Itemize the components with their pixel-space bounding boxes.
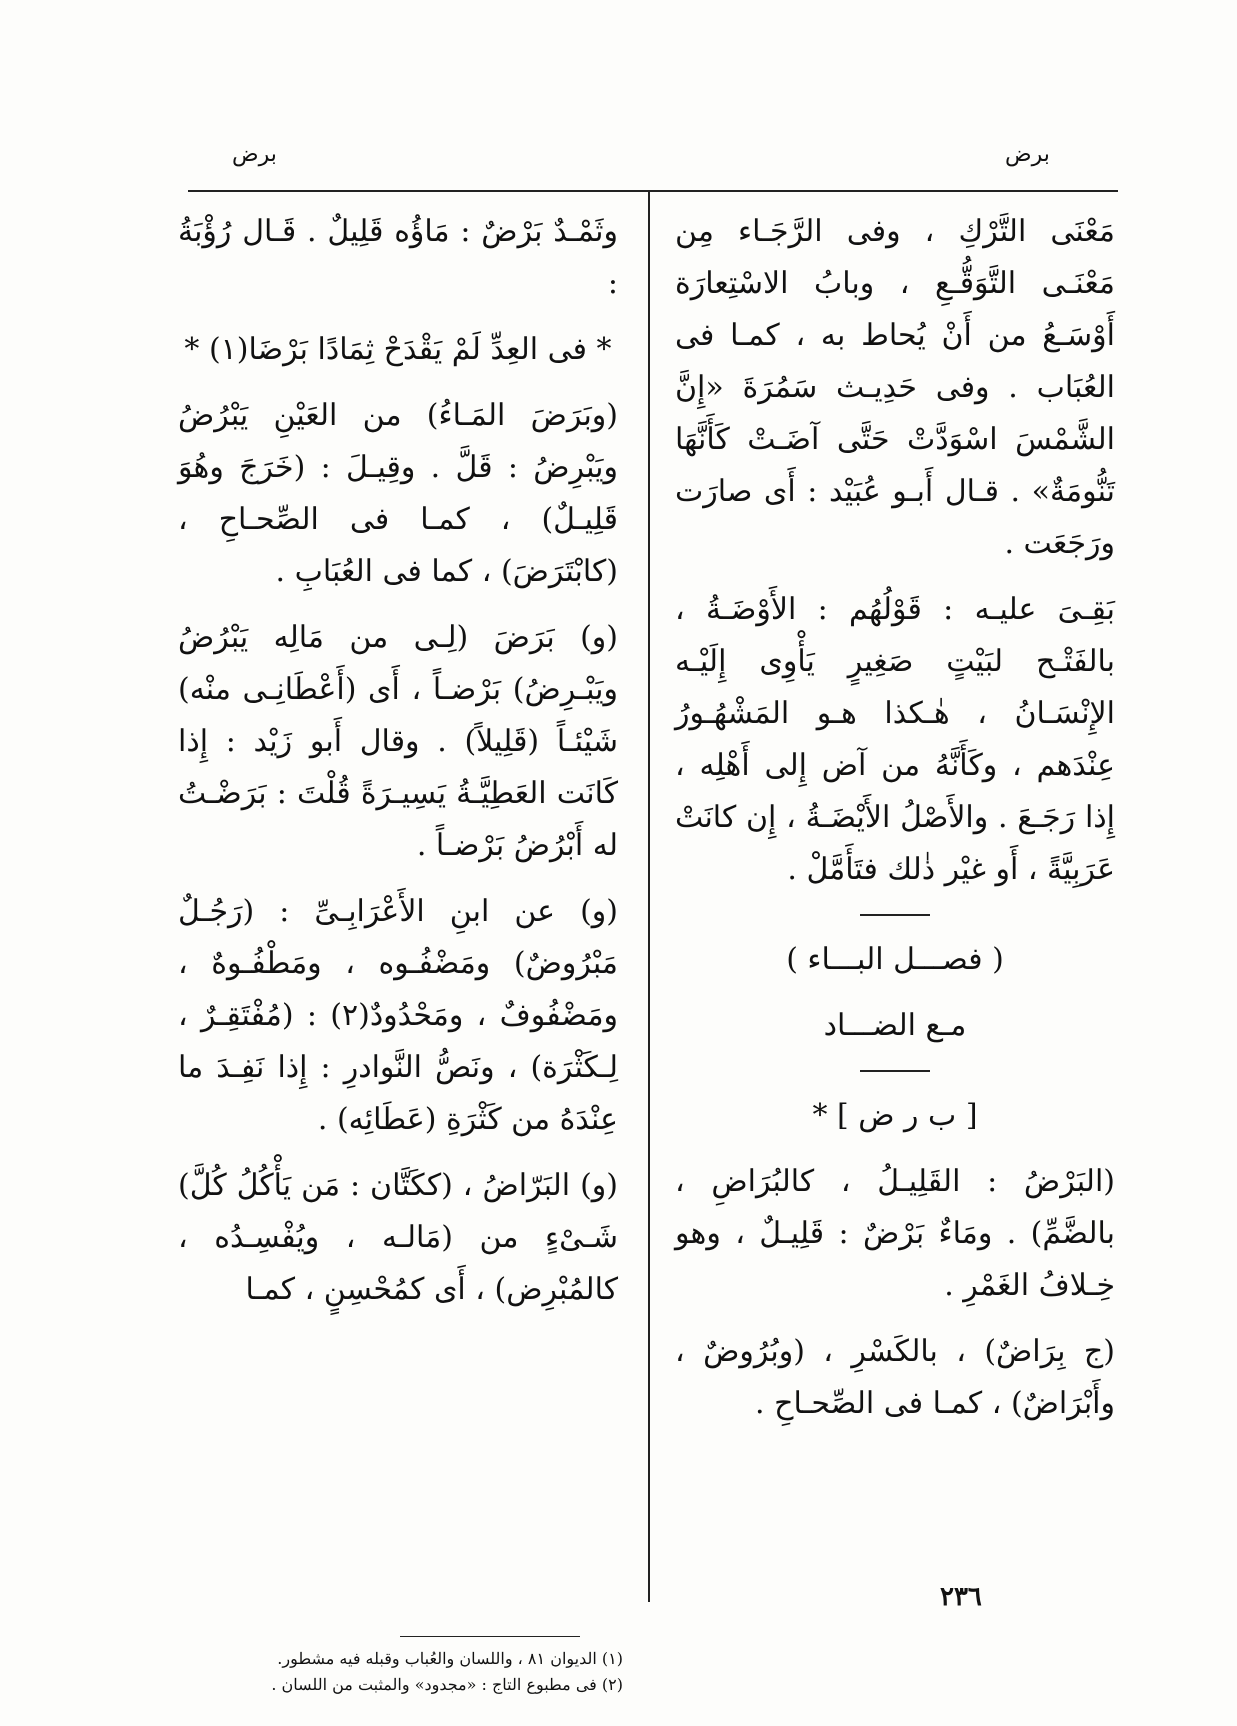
- section-subtitle: مـع الضـــاد: [823, 1008, 967, 1043]
- entry-heading: [ ب ر ض ] *: [812, 1098, 978, 1133]
- section-separator: [860, 914, 930, 916]
- paragraph: (و) بَرَضَ (لِـى من مَالِه يَبْرُضُ ويَبْـرِضُ) بَرْضـاً ، أَى (أَعْطَانِـى منْه) شَيْئـاً (قَلِيلاً) . وقال أَبو زَيْد : إِذا كَانَت العَطِيَّـةُ يَسِيـرَةً قُلْتَ : بَرَضْـتُ له أَبْرُضُ بَرْضـاً .: [178, 620, 618, 863]
- running-head-left: برض: [232, 142, 277, 167]
- paragraph: (و) عن ابنِ الأَعْرَابِـىِّ : (رَجُـلٌ مَبْرُوضٌ) ومَضْفُـوه ، ومَطْفُـوهٌ ، ومَضْفُوفٌ ، ومَحْدُودٌ(٢) : (مُفْتَقِـرٌ ، لِـكَثْرَة) ، ونَصُّ النَّوادرِ : إِذا نَفِـدَ ما عِنْدَهُ من كَثْرَةِ (عَطَائِه) .: [178, 894, 618, 1137]
- section-title: ( فصـــل البـــاء ): [786, 942, 1004, 977]
- paragraph: مَعْنَى التَّرْكِ ، وفى الرَّجَـاء مِن مَعْنَـى التَّوَقُّـعِ ، وبابُ الاسْتِعارَة أَوْسَـعُ من أَنْ يُحاط به ، كمـا فى العُبَاب . وفى حَدِيـث سَمُرَةَ «إِنَّ الشَّمْسَ اسْوَدَّتْ حَتَّى آضَـتْ كَأَنَّهَا تَنُّومَةٌ» . قـال أَبـو عُبَيْد : أَى صارَت ورَجَعَت .: [675, 214, 1115, 561]
- paragraph: (و) البَرّاضُ ، (ككَتَّان : مَن يَأْكُلُ كُلَّ) شَـىْءٍ من (مَالـه ، ويُفْسِـدُه ، كالمُبْرِض) ، أَى كمُحْسِنٍ ، كمـا: [178, 1168, 618, 1307]
- footnote: (٢) فى مطبوع التاج : «مجدود» والمثبت من اللسان .: [271, 1675, 623, 1694]
- header-rule: [188, 190, 1118, 192]
- paragraph: بَقِـىَ عليـه : قَوْلُهُم : الأَوْضَـةُ ، بالفَتْـح لبَيْتٍ صَغِيرٍ يَأْوِى إِلَيْـه الإِنْسَـانُ ، هٰـكذا هـو المَشْهُـورُ عِنْدَهم ، وكَأَنَّهُ من آض إِلى أَهْلِه ، إِذا رَجَـعَ . والأَصْلُ الأَيْضَـةُ ، إِن كانَتْ عَرَبِيَّةً ، أَو غيْر ذٰلك فتَأَمَّلْ .: [675, 592, 1115, 887]
- footnotes: [178, 1646, 623, 1698]
- running-head-right: برض: [1005, 142, 1050, 167]
- verse-line: * فى العِدِّ لَمْ يَقْدَحْ ثِمَادًا بَرْضَا(١) *: [184, 332, 612, 367]
- right-column: [675, 206, 1115, 1444]
- left-column: [178, 206, 618, 1330]
- paragraph: وثَمْـدٌ بَرْضٌ : مَاؤُه قَلِيلٌ . قَـال رُؤْبَةُ :: [178, 214, 618, 301]
- page-number: ٢٣٦: [940, 1582, 982, 1612]
- column-divider: [648, 192, 650, 1602]
- footnote-rule: [400, 1636, 580, 1637]
- paragraph: (وبَرَضَ المَـاءُ) من العَيْنِ يَبْرُضُ ويَبْرِضُ : قَلَّ . وقِيـلَ : (خَرَجَ وهُوَ قَلِيـلٌ) ، كمـا فى الصِّحـاحِ ، (كابْتَرَضَ) ، كما فى العُبَابِ .: [178, 398, 618, 589]
- paragraph: (البَرْضُ : القَلِيـلُ ، كالبُرَاضِ ، بالضَّمِّ) . ومَاءٌ بَرْضٌ : قَلِيـلٌ ، وهو خِـلافُ الغَمْرِ .: [675, 1164, 1115, 1303]
- paragraph: (ج بِرَاضٌ) ، بالكَسْرِ ، (وبُرُوضٌ ، وأَبْرَاضٌ) ، كمـا فى الصِّحـاحِ .: [675, 1334, 1115, 1421]
- section-separator: [860, 1070, 930, 1072]
- footnote: (١) الديوان ٨١ ، واللسان والعُباب وقبله فيه مشطور.: [277, 1649, 623, 1668]
